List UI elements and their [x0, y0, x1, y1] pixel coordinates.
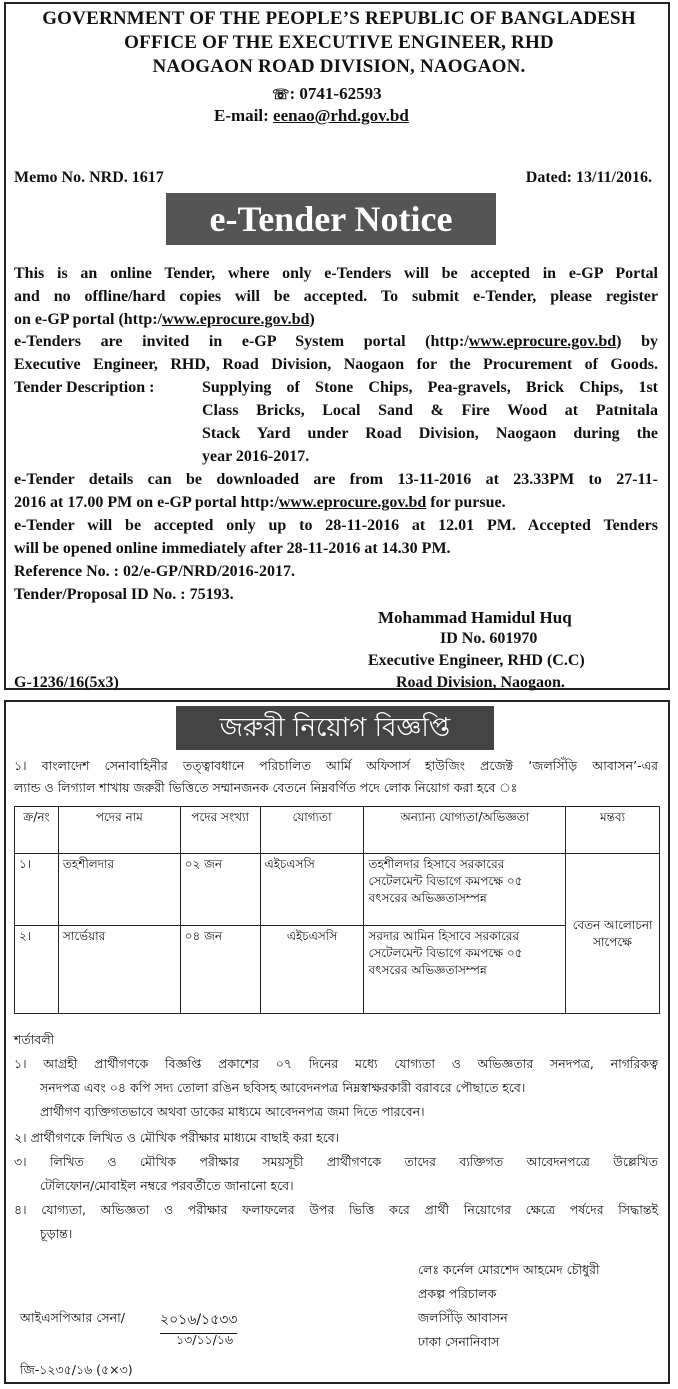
header-line-2: OFFICE OF THE EXECUTIVE ENGINEER, RHD [124, 32, 554, 53]
body-line-5: Executive Engineer, RHD, Road Division, Naogaon for the Procurement of Goods. [14, 356, 658, 373]
condition-line-3: প্রার্থীগণ ব্যক্তিগতভাবে অথবা ডাকের মাধ্যমে আবেদনপত্র জমা দিতে পারবেন। [40, 1104, 425, 1119]
reference-number: Reference No. : 02/e-GP/NRD/2016-2017. [14, 563, 295, 580]
body-text: e-Tenders are invited in e-GP System portal (http:/ [14, 333, 469, 350]
signatory2-office: জলসিঁড়ি আবাসন [418, 1310, 508, 1325]
condition-line-4: ২। প্রার্থীগণকে লিখিত ও মৌখিক পরীক্ষার মাধ্যমে বাছাই করা হবে। [14, 1130, 340, 1145]
tender-description-2: Class Bricks, Local Sand & Fire Wood at Patnitala [202, 402, 658, 419]
col-header-count: পদের সংখ্যা [180, 807, 260, 854]
body-line-1: This is an online Tender, where only e-Tenders will be accepted in e-GP Portal [14, 265, 658, 282]
cell-post: সার্ভেয়ার [58, 926, 180, 1014]
condition-line-1: ১। আগ্রহী প্রার্থীগণকে বিজ্ঞপ্তি প্রকাশের ০৭ দিনের মধ্যে যোগ্যতা ও অভিজ্ঞতার সনদপত্র, নাগরিকত্ব [14, 1056, 658, 1071]
notice-code: G-1236/16(5x3) [14, 674, 119, 691]
signatory-office: Road Division, Naogaon. [396, 674, 565, 691]
col-header-serial: ক্র/নং [15, 807, 59, 854]
col-header-remarks: মন্তব্য [566, 807, 660, 854]
intro-line-1: ১। বাংলাদেশ সেনাবাহিনীর তত্ত্বাবধানে পরিচালিত আর্মি অফিসার্স হাউজিং প্রজেক্ট ‘জলসিঁড়ি আবাসন’-এর [14, 758, 658, 773]
ispr-label: আইএসপিআর সেনা/ [20, 1310, 125, 1325]
cell-remarks: বেতন আলোচনা সাপেক্ষে [566, 854, 660, 1014]
eprocure-link[interactable]: www.eprocure.gov.bd [162, 311, 310, 328]
cell-count: ০২ জন [180, 854, 260, 926]
eprocure-link[interactable]: www.eprocure.gov.bd [278, 494, 427, 511]
table-row [15, 926, 660, 1014]
body-text: for pursue. [426, 494, 506, 511]
tender-description-3: Stack Yard under Road Division, Naogaon during the [202, 425, 658, 442]
col-header-qualification: যোগ্যতা [260, 807, 364, 854]
table-row [15, 854, 660, 926]
cell-serial: ১। [15, 854, 59, 926]
body-line-11 [14, 494, 506, 512]
tender-id: Tender/Proposal ID No. : 75193. [14, 586, 234, 603]
vacancy-table [14, 806, 660, 1014]
cell-post: তহশীলদার [58, 854, 180, 926]
email-label: E-mail: [214, 106, 274, 125]
body-text: on e-GP portal (http:/ [14, 311, 162, 328]
tender-description-1: Supplying of Stone Chips, Pea-gravels, Brick Chips, 1st [202, 379, 658, 396]
email-link[interactable]: eenao@rhd.gov.bd [273, 106, 409, 125]
condition-line-6: টেলিফোন/মোবাইল নম্বরে পরবর্তীতে জানানো হবে। [40, 1178, 294, 1193]
notice2-code: জি-১২৩৫/১৬ (৫×৩) [20, 1362, 133, 1377]
body-line-13: will be opened online immediately after 28-11-2016 at 14.30 PM. [14, 540, 451, 557]
condition-line-5: ৩। লিখিত ও মৌখিক পরীক্ষার সময়সূচী প্রার্থীগণকে তাদের ব্যক্তিগত আবেদনপত্রে উল্লেখিত [14, 1154, 658, 1169]
body-text: 2016 at 17.00 PM on e-GP portal http:/ [14, 494, 279, 511]
body-text: ) [309, 311, 315, 328]
body-line-2: and no offline/hard copies will be accepted. To submit e-Tender, please register [14, 288, 658, 305]
body-line-3 [14, 311, 315, 329]
body-line-10: e-Tender details can be downloaded are from 13-11-2016 at 23.33PM to 27-11- [14, 471, 658, 488]
recruitment-title: জরুরী নিয়োগ বিজ্ঞপ্তি [176, 706, 494, 750]
memo-number: Memo No. NRD. 1617 [14, 169, 164, 186]
cell-experience: সরদার আমিন হিসাবে সরকারের সেটেলমেন্ট বিভাগে কমপক্ষে ০৫ বৎসরের অভিজ্ঞতাসম্পন্ন [364, 926, 566, 1014]
phone-line [272, 84, 382, 104]
signatory2-title: প্রকল্প পরিচালক [418, 1286, 497, 1301]
cell-qualification: এইচএসসি [260, 926, 364, 1014]
tender-description-4: year 2016-2017. [202, 448, 310, 465]
header-line-3: NAOGAON ROAD DIVISION, NAOGAON. [152, 56, 526, 77]
memo-date: Dated: 13/11/2016. [525, 169, 652, 186]
signatory-id: ID No. 601970 [440, 630, 538, 647]
header-line-1: GOVERNMENT OF THE PEOPLE’S REPUBLIC OF BANGLADESH [42, 8, 636, 29]
condition-line-8: চূড়ান্ত। [40, 1226, 73, 1241]
eprocure-link[interactable]: www.eprocure.gov.bd [468, 333, 617, 350]
signatory2-name: লেঃ কর্নেল মোরশেদ আহমেদ চৌধুরী [418, 1262, 600, 1277]
col-header-post: পদের নাম [58, 807, 180, 854]
ispr-number: ২০১৬/১৫৩৩ [160, 1308, 237, 1334]
phone-number: : 0741-62593 [289, 84, 382, 103]
cell-experience: তহশীলদার হিসাবে সরকারের সেটেলমেন্ট বিভাগে কমপক্ষে ০৫ বৎসরের অভিজ্ঞতাসম্পন্ন [364, 854, 566, 926]
tender-description-label: Tender Description : [14, 379, 155, 396]
signatory2-location: ঢাকা সেনানিবাস [418, 1334, 500, 1349]
cell-count: ০৪ জন [180, 926, 260, 1014]
etender-title: e-Tender Notice [166, 193, 496, 245]
email-line [214, 106, 409, 126]
col-header-experience: অন্যান্য যোগ্যতা/অভিজ্ঞতা [364, 807, 566, 854]
ispr-date: ১৩/১১/১৬ [176, 1332, 234, 1347]
condition-line-7: ৪। যোগ্যতা, অভিজ্ঞতা ও পরীক্ষার ফলাফলের উপর ভিত্তি করে প্রার্থী নিয়োগের ক্ষেত্রে পর্ষদের সিদ্ধান্তই [14, 1202, 658, 1217]
intro-line-2: ল্যান্ড ও লিগ্যাল শাখায় জরুরী ভিত্তিতে সম্মানজনক বেতনে নিম্নবর্ণিত পদে লোক নিয়োগ করা হবে ঃ [14, 780, 518, 795]
body-line-12: e-Tender will be accepted only up to 28-11-2016 at 12.01 PM. Accepted Tenders [14, 517, 658, 534]
body-text: ) by [616, 333, 658, 350]
condition-line-2: সনদপত্র এবং ০৪ কপি সদ্য তোলা রঙিন ছবিসহ আবেদনপত্র নিম্নস্বাক্ষরকারী বরাবরে পৌছাতে হবে। [40, 1080, 526, 1095]
conditions-title: শর্তাবলী [14, 1032, 55, 1047]
phone-icon: ☏ [272, 88, 290, 103]
body-line-4 [14, 333, 658, 351]
signatory-name: Mohammad Hamidul Huq [378, 608, 572, 627]
cell-qualification: এইচএসসি [260, 854, 364, 926]
cell-serial: ২। [15, 926, 59, 1014]
signatory-title: Executive Engineer, RHD (C.C) [368, 652, 585, 669]
table-header-row [15, 807, 660, 854]
